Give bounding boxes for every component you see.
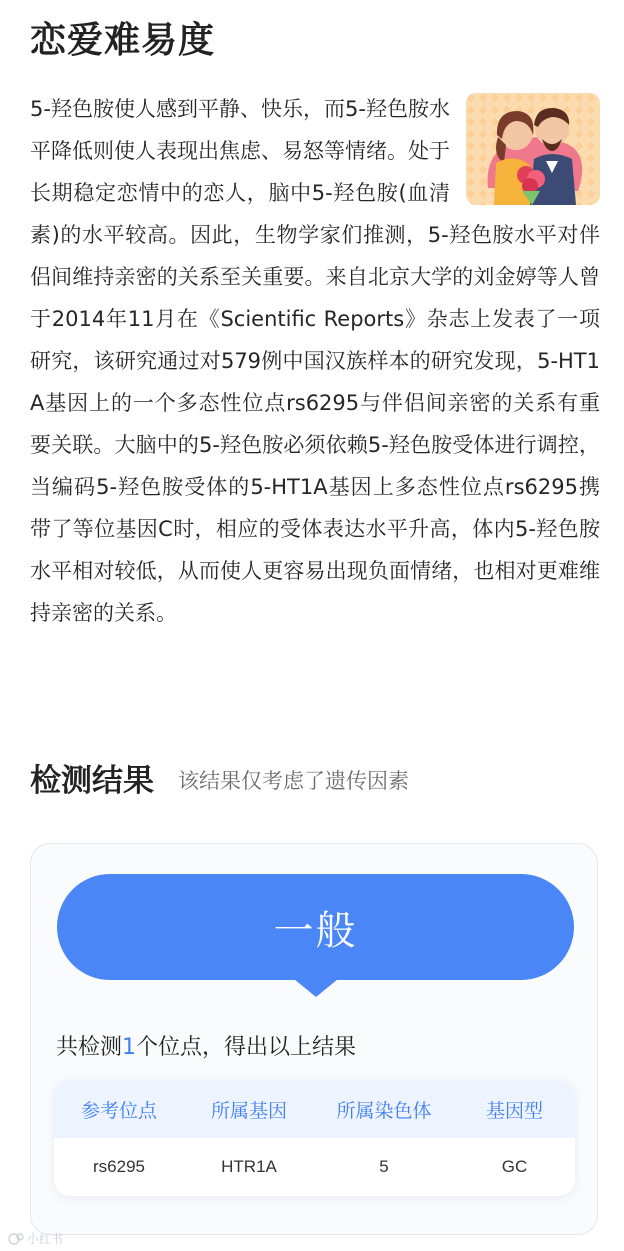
intro-paragraph: 5-羟色胺使人感到平静、快乐，而5-羟色胺水平降低则使人表现出焦虑、易怒等情绪。处于长期稳定恋情中的恋人，脑中5-羟色胺(血清素)的水平较高。因此，生物学家们推测，5-羟色胺水平对伴侣间维持亲密的关系至关重要。来自北京大学的刘金婷等人曾于2014年11月在《Scientific Reports》杂志上发表了一项研究，该研究通过对579例中国汉族样本的研究发现，5-HT1A基因上的一个多态性位点rs6295与伴侣间亲密的关系有重要关联。大脑中的5-羟色胺必须依赖5-羟色胺受体进行调控，当编码5-羟色胺受体的5-HT1A基因上多态性位点rs6295携带了等位基因C时，相应的受体表达水平升高，体内5-羟色胺水平相对较低，从而使人更容易出现负面情绪，也相对更难维持亲密的关系。 [30,97,600,625]
watermark-icon [8,1233,24,1245]
page-title: 恋爱难易度 [30,20,216,61]
column-header-locus: 参考位点 [80,1099,157,1122]
column-header-genotype: 基因型 [485,1099,543,1122]
watermark-text: 小红书 [27,1232,64,1246]
result-section-title: 检测结果 [30,763,154,799]
column-header-chromosome: 所属染色体 [336,1099,432,1122]
loci-summary [56,1030,356,1061]
summary-suffix: 个位点，得出以上结果 [136,1035,357,1060]
result-card [30,843,598,1235]
loci-table [54,1080,575,1196]
cell-gene: HTR1A [221,1157,277,1176]
table-row [54,1138,575,1196]
cell-genotype: GC [501,1157,528,1176]
column-header-gene: 所属基因 [210,1099,287,1122]
watermark [8,1230,63,1247]
result-level-badge [57,874,574,980]
cell-chromosome: 5 [379,1157,389,1176]
table-header-row [54,1080,575,1138]
result-level-text: 一般 [273,907,358,954]
summary-prefix: 共检测 [56,1035,123,1060]
summary-count: 1 [122,1035,137,1060]
result-note: 该结果仅考虑了遗传因素 [178,769,409,793]
couple-illustration-icon [466,93,600,205]
cell-locus: rs6295 [93,1157,145,1176]
intro-section [30,88,600,634]
